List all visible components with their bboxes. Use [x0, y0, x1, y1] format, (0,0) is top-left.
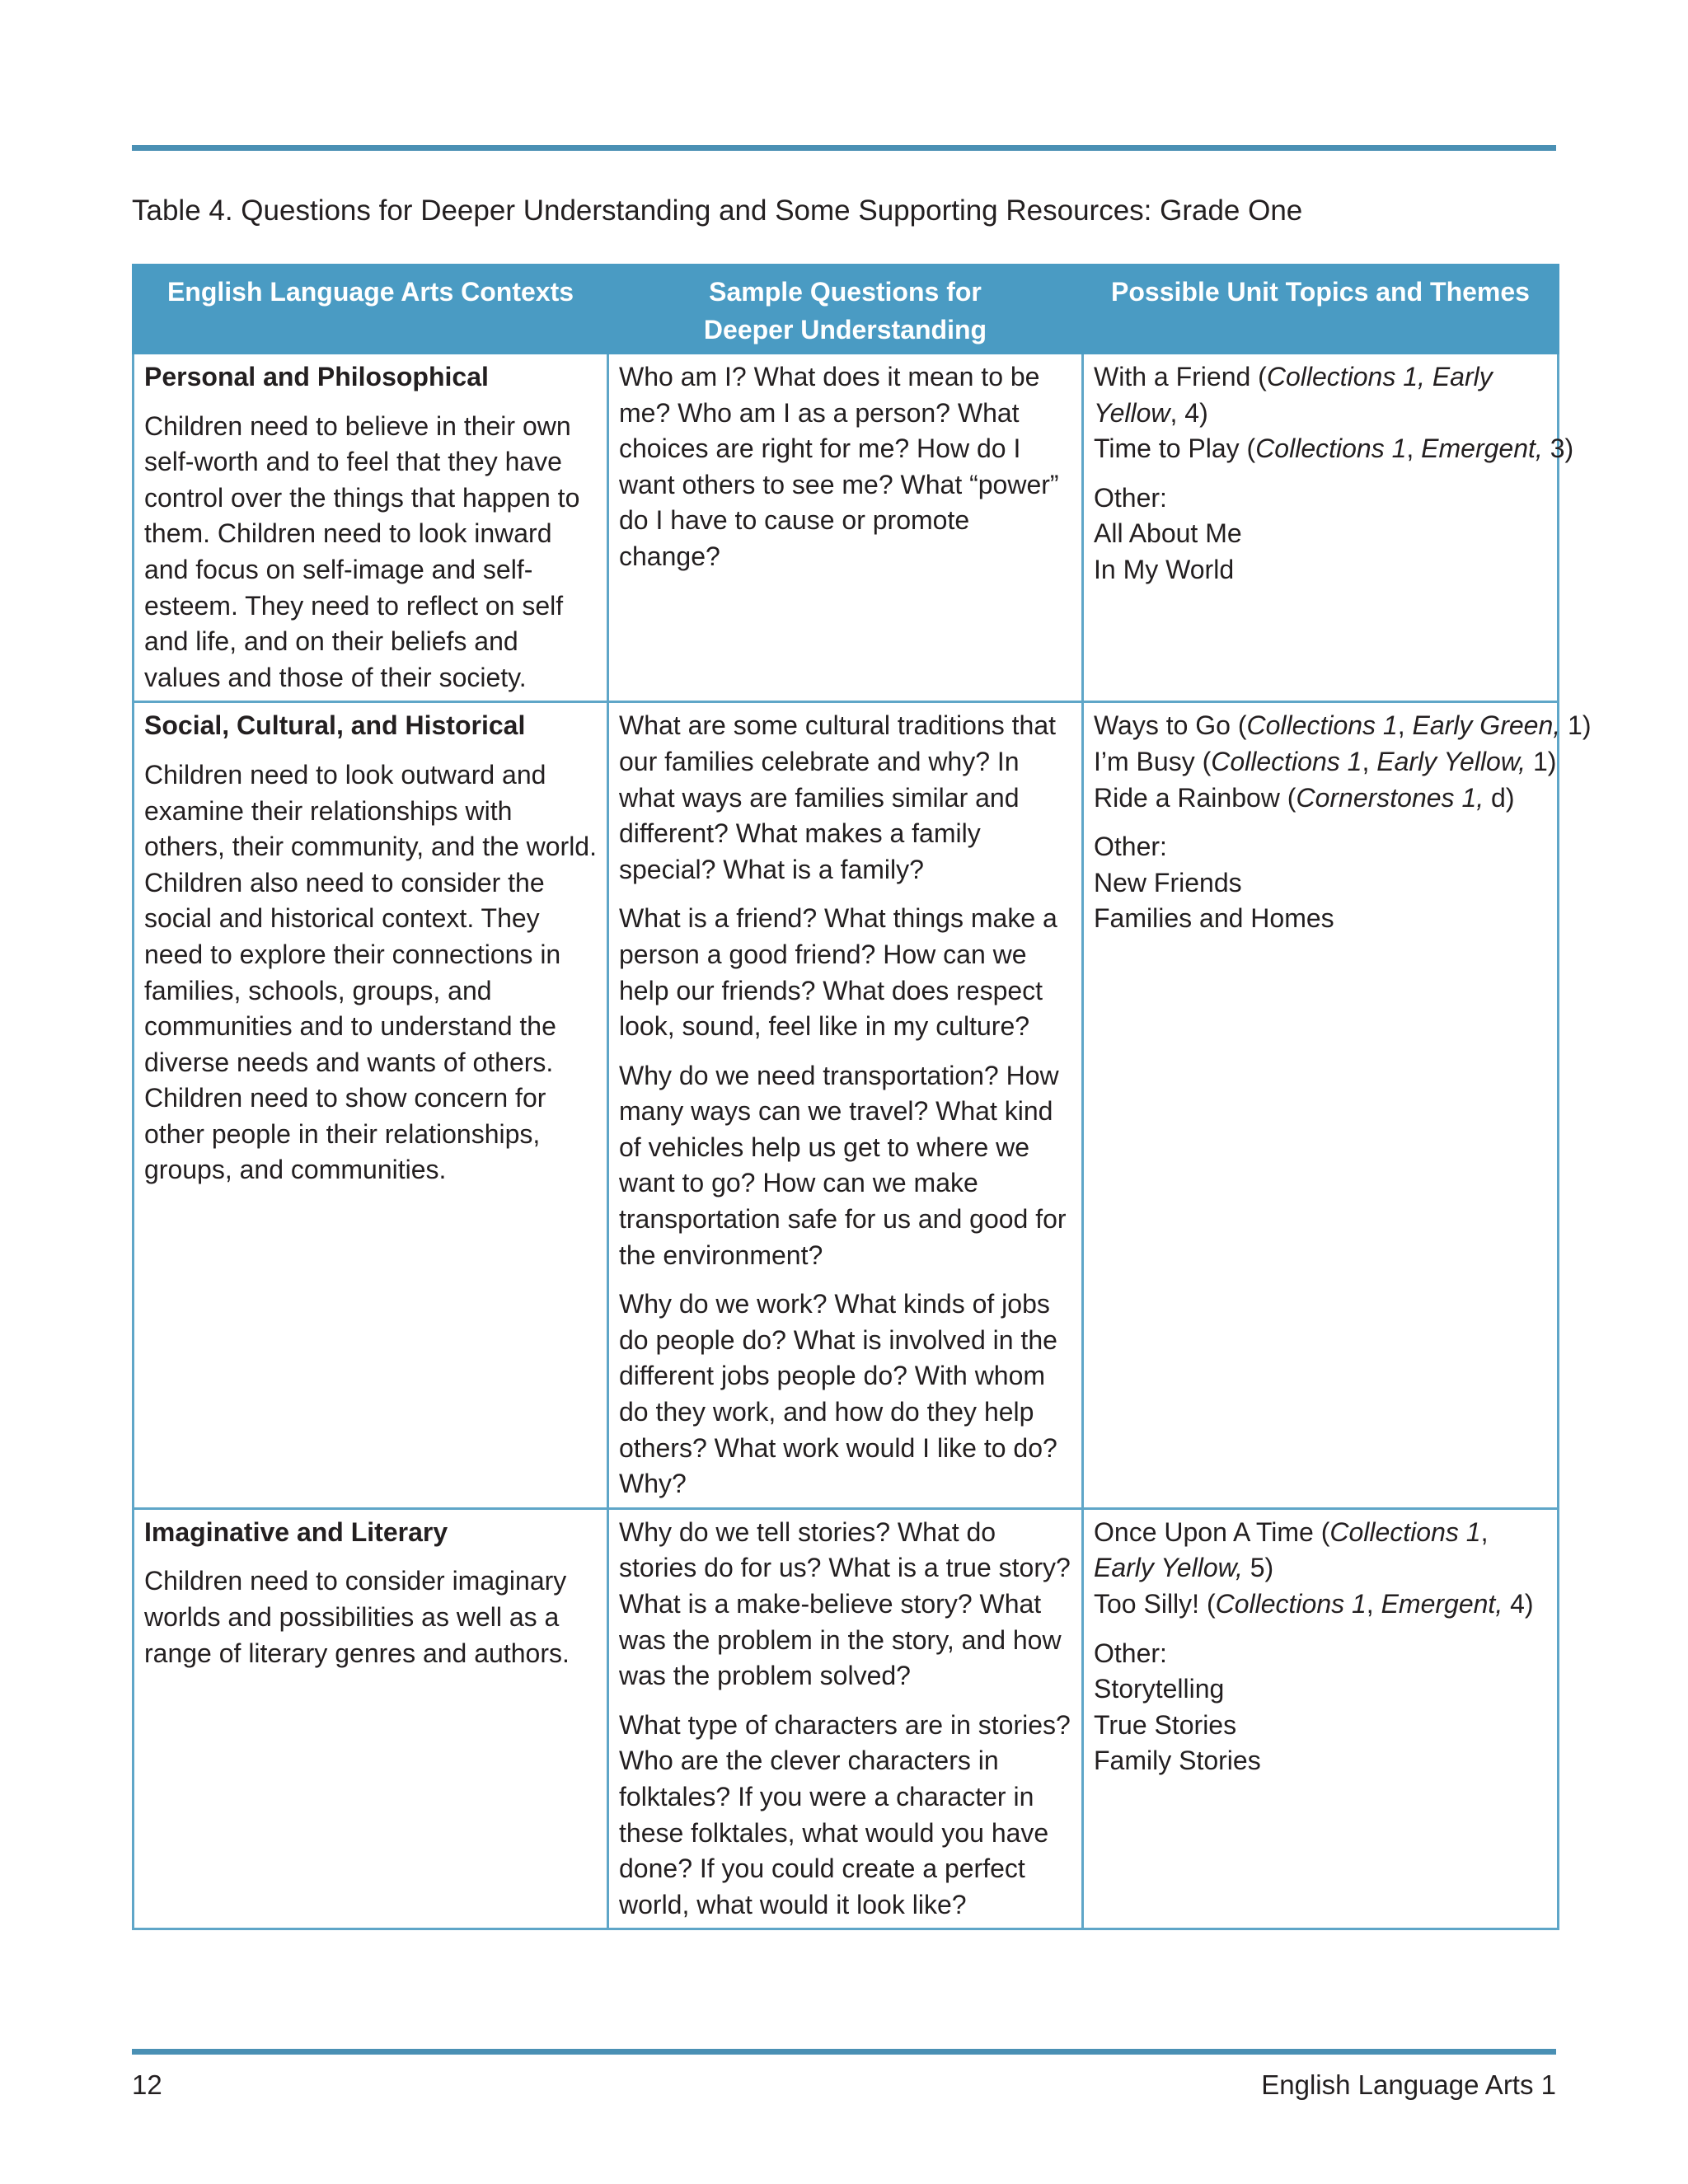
topic-item: [1094, 431, 1574, 467]
context-cell: [134, 702, 608, 1508]
topic-level: Early Green,: [1412, 710, 1561, 741]
topic-title: Too Silly! (: [1094, 1589, 1216, 1619]
topic-list: [1094, 708, 1592, 816]
context-title: Personal and Philosophical: [144, 362, 489, 391]
topic-list: [1094, 359, 1574, 467]
topic-rest: d): [1484, 782, 1515, 813]
topic-series: Collections 1: [1246, 710, 1398, 741]
other-topic: New Friends: [1094, 867, 1242, 898]
header-contexts: English Language Arts Contexts: [134, 265, 608, 354]
other-label: Other:: [1094, 832, 1167, 862]
other-topic: Storytelling: [1094, 1674, 1225, 1704]
other-topic: In My World: [1094, 554, 1235, 584]
topic-title: Time to Play (: [1094, 434, 1256, 464]
footer-title: English Language Arts 1: [1261, 2069, 1556, 2100]
context-title: Imaginative and Literary: [144, 1516, 448, 1547]
question-paragraph: What is a friend? What things make a person a good friend? How can we help our friends? What does respect look, sound, feel like in my culture?: [619, 903, 1057, 1042]
topic-rest: 5): [1242, 1553, 1274, 1583]
topic-title: Once Upon A Time (: [1094, 1516, 1330, 1547]
other-topic: All About Me: [1094, 518, 1242, 549]
topic-title: Ride a Rainbow (: [1094, 782, 1296, 813]
topic-series: Collections 1: [1255, 434, 1407, 464]
topic-item: [1094, 1586, 1547, 1623]
table-row: [134, 354, 1559, 702]
question-paragraph: Why do we need transportation? How many ways can we travel? What kind of vehicles help us get to where we want to go? How can we make transportation safe for us and good for the environment?: [619, 1060, 1067, 1270]
other-label: Other:: [1094, 1638, 1167, 1668]
bottom-rule: [132, 2049, 1556, 2055]
question-paragraph: Who am I? What does it mean to be me? Who am I as a person? What choices are right for me? How do I want others to see me? What “power” do I have to cause or promote change?: [619, 362, 1059, 571]
topic-mid: ,: [1366, 1589, 1381, 1619]
header-questions-text: Sample Questions for Deeper Understanding: [703, 277, 987, 344]
other-topic: Families and Homes: [1094, 903, 1334, 934]
topic-mid: ,: [1480, 1516, 1489, 1547]
topic-rest: 1): [1560, 710, 1592, 741]
topics-cell: [1083, 702, 1592, 1508]
questions-cell: [608, 354, 1083, 702]
other-topics: [1094, 480, 1547, 588]
topic-rest: 3): [1542, 434, 1574, 464]
topic-series: Cornerstones 1,: [1296, 782, 1484, 813]
topic-level: Emergent,: [1421, 434, 1543, 464]
question-paragraph: What are some cultural traditions that our families celebrate and why? In what ways are families similar and different? What makes a family special? What is a family?: [619, 710, 1057, 884]
topics-cell: [1083, 354, 1574, 702]
topic-list: [1094, 1515, 1547, 1623]
topic-level: Early Yellow,: [1376, 746, 1526, 776]
question-paragraph: What type of characters are in stories? Who are the clever characters in folktales? If you were a character in these folktales, what would you have done? If you could create a perfect world, what would it look like?: [619, 1709, 1071, 1919]
context-text: Children need to consider imaginary worlds and possibilities as well as a range of literary genres and authors.: [144, 1566, 570, 1668]
header-topics: Possible Unit Topics and Themes: [1083, 265, 1559, 354]
table-caption: Table 4. Questions for Deeper Understanding and Some Supporting Resources: Grade One: [132, 194, 1303, 227]
context-cell: [134, 354, 608, 702]
context-title: Social, Cultural, and Historical: [144, 710, 526, 741]
topic-title: I’m Busy (: [1094, 746, 1212, 776]
topic-series: Collections 1, Early Yellow: [1094, 362, 1493, 428]
topic-item: [1094, 780, 1547, 817]
question-paragraph: Why do we tell stories? What do stories do for us? What is a true story? What is a make-believe story? What was the problem in the story, and how was the problem solved?: [619, 1516, 1071, 1691]
topic-level: Emergent,: [1381, 1589, 1503, 1619]
topic-level: Early Yellow,: [1094, 1553, 1243, 1583]
context-text: Children need to believe in their own self-worth and to feel that they have control over the things that happen to them. Children need to look inward and focus on self-image and self-esteem. They need to reflect on self and life, and on their beliefs and values and those of their society.: [144, 410, 580, 692]
page-number: 12: [132, 2069, 162, 2100]
questions-cell: [608, 1508, 1083, 1929]
topic-title: Ways to Go (: [1094, 710, 1247, 741]
topic-series: Collections 1: [1211, 746, 1362, 776]
topic-mid: ,: [1397, 710, 1413, 741]
topics-cell: [1083, 1508, 1559, 1929]
other-label: Other:: [1094, 482, 1167, 513]
table-row: [134, 702, 1559, 1508]
resources-table: [132, 264, 1592, 1930]
topic-rest: 1): [1526, 746, 1557, 776]
topic-rest: , 4): [1170, 397, 1208, 428]
topic-item: [1094, 359, 1547, 431]
topic-item: [1094, 708, 1592, 744]
header-questions: [608, 265, 1083, 354]
top-rule: [132, 145, 1556, 151]
table-row: [134, 1508, 1559, 1929]
topic-item: [1094, 1515, 1547, 1586]
question-paragraph: Why do we work? What kinds of jobs do people do? What is involved in the different jobs people do? With whom do they work, and how do they help others? What work would I like to do? Why?: [619, 1289, 1057, 1499]
topic-rest: 4): [1503, 1589, 1534, 1619]
other-topics: [1094, 1636, 1547, 1779]
context-cell: [134, 1508, 608, 1929]
topic-item: [1094, 744, 1557, 780]
topic-title: With a Friend (: [1094, 362, 1267, 391]
context-text: Children need to look outward and examine their relationships with others, their community, and the world. Children also need to consider the social and historical context. They need to explore their connections in families, schools, groups, and communities and to understand the diverse needs and wants of others. Children need to show concern for other people in their relationships, groups, and communities.: [144, 759, 597, 1185]
other-topics: [1094, 829, 1547, 937]
topic-mid: ,: [1406, 434, 1422, 464]
topic-series: Collections 1: [1215, 1589, 1367, 1619]
questions-cell: [608, 702, 1083, 1508]
other-topic: True Stories: [1094, 1709, 1237, 1740]
topic-series: Collections 1: [1329, 1516, 1481, 1547]
table-header-row: [134, 265, 1559, 354]
topic-mid: ,: [1362, 746, 1377, 776]
other-topic: Family Stories: [1094, 1746, 1261, 1776]
